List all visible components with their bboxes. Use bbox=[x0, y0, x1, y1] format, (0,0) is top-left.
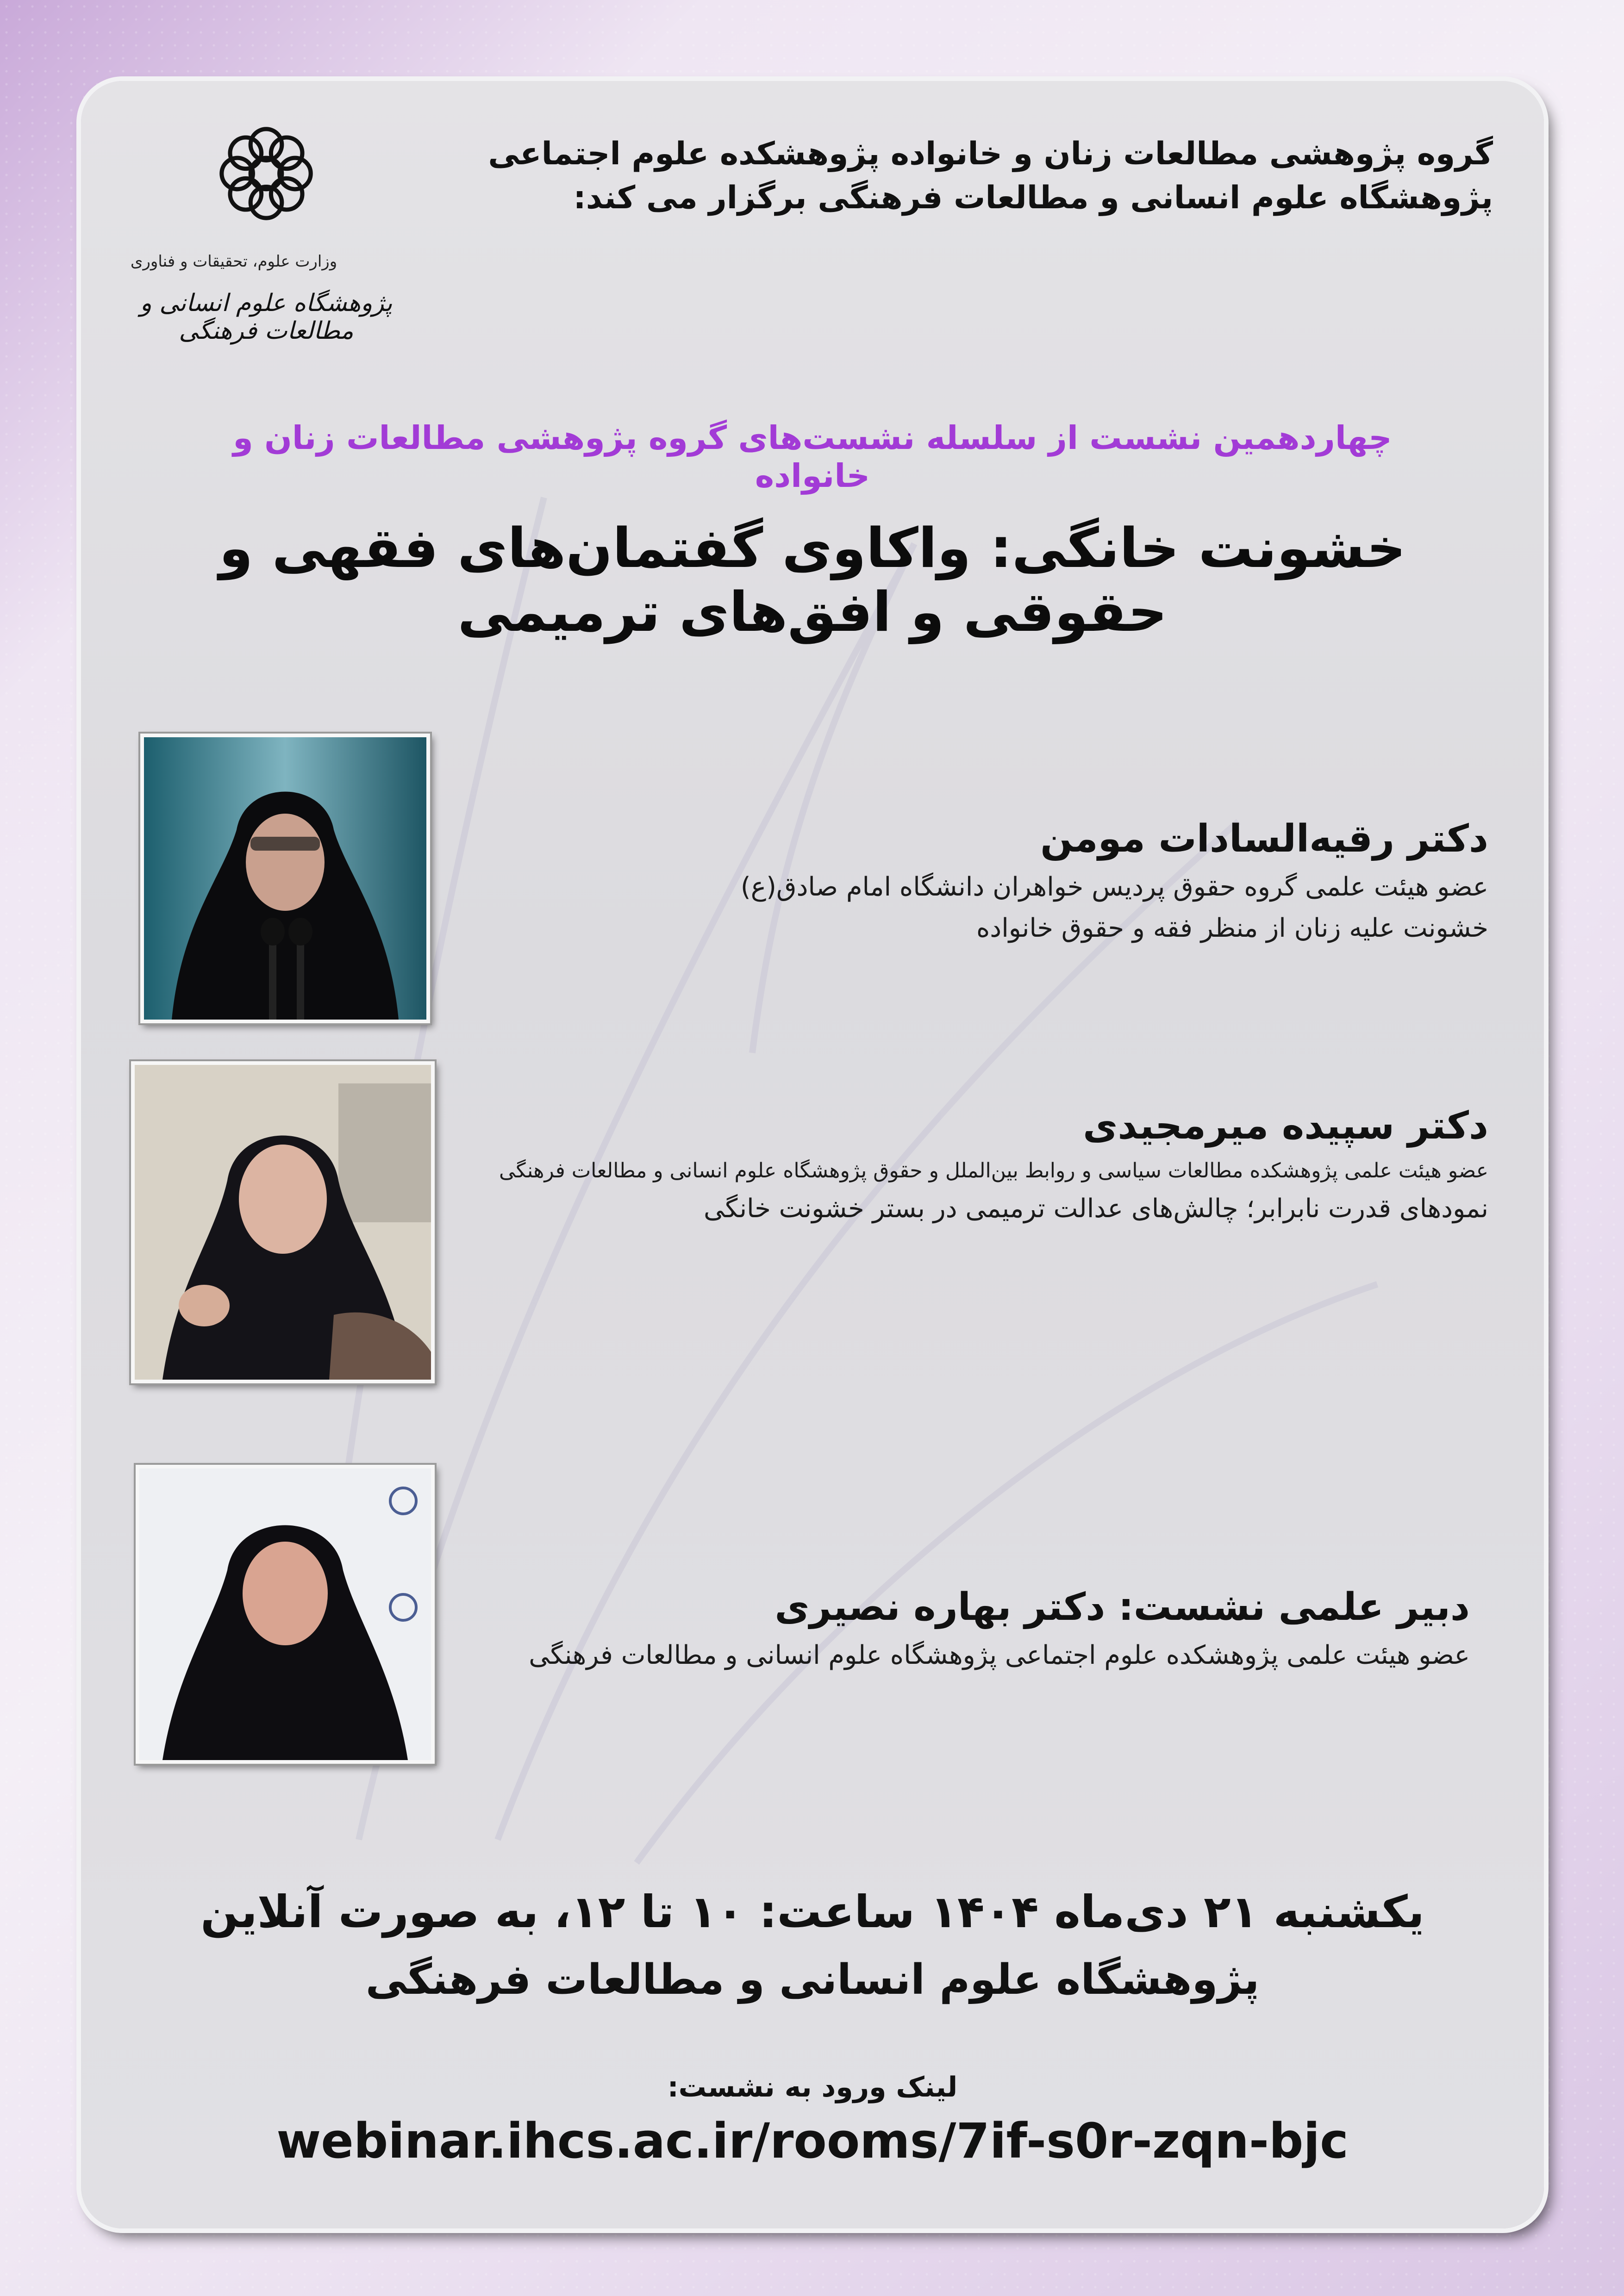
speaker-3-photo bbox=[136, 1465, 435, 1764]
speaker-1-name: دکتر رقیه‌السادات مومن bbox=[1040, 817, 1488, 861]
speaker-1-portrait bbox=[144, 737, 426, 1020]
institute-name: پژوهشگاه علوم انسانی و مطالعات فرهنگی bbox=[140, 289, 393, 345]
organizer-header bbox=[475, 132, 1493, 220]
speaker-2-topic: نمودهای قدرت نابرابر؛ چالش‌های عدالت ترمیمی در بستر خشونت خانگی bbox=[703, 1194, 1488, 1224]
speaker-1-photo bbox=[140, 734, 430, 1023]
link-label: لینک ورود به نشست: bbox=[667, 2071, 958, 2103]
speaker-1-topic: خشونت علیه زنان از منظر فقه و حقوق خانواده bbox=[976, 913, 1488, 943]
event-date-time: یکشنبه ۲۱ دی‌ماه ۱۴۰۴ ساعت: ۱۰ تا ۱۲، به صورت آنلاین bbox=[200, 1886, 1424, 1938]
organizer-line-1: گروه پژوهشی مطالعات زنان و خانواده پژوهشکده علوم اجتماعی bbox=[488, 136, 1493, 172]
event-venue: پژوهشگاه علوم انسانی و مطالعات فرهنگی bbox=[365, 1955, 1260, 2004]
ministry-name: وزارت علوم، تحقیقات و فناوری bbox=[130, 252, 337, 271]
organizer-line-2: پژوهشگاه علوم انسانی و مطالعات فرهنگی برگزار می کند: bbox=[573, 180, 1493, 217]
rosette-logo-icon bbox=[206, 113, 326, 234]
speaker-1-affiliation: عضو هیئت علمی گروه حقوق پردیس خواهران دانشگاه امام صادق(ع) bbox=[740, 872, 1488, 902]
webinar-link[interactable]: webinar.ihcs.ac.ir/rooms/7if-s0r-zqn-bjc bbox=[276, 2113, 1349, 2169]
institute-logo bbox=[109, 113, 405, 373]
speaker-2-affiliation: عضو هیئت علمی پژوهشکده مطالعات سیاسی و روابط بین‌الملل و حقوق پژوهشگاه علوم انسانی و مطالعات فرهنگی bbox=[499, 1159, 1488, 1182]
speaker-3-portrait bbox=[139, 1468, 431, 1760]
poster-card bbox=[81, 81, 1544, 2228]
event-title: خشونت خانگی: واکاوی گفتمان‌های فقهی و حقوقی و افق‌های ترمیمی bbox=[219, 516, 1406, 644]
speaker-3-name: دبیر علمی نشست: دکتر بهاره نصیری bbox=[775, 1585, 1470, 1629]
speaker-3-info bbox=[405, 1585, 1470, 1670]
speaker-1-info bbox=[470, 817, 1488, 943]
series-subtitle: چهاردهمین نشست از سلسله نشست‌های گروه پژوهشی مطالعات زنان و خانواده bbox=[233, 419, 1392, 495]
speaker-3-affiliation: عضو هیئت علمی پژوهشکده علوم اجتماعی پژوهشگاه علوم انسانی و مطالعات فرهنگی bbox=[529, 1640, 1470, 1670]
speaker-2-info bbox=[331, 1104, 1488, 1224]
speaker-2-name: دکتر سپیده میرمجیدی bbox=[1083, 1104, 1488, 1148]
